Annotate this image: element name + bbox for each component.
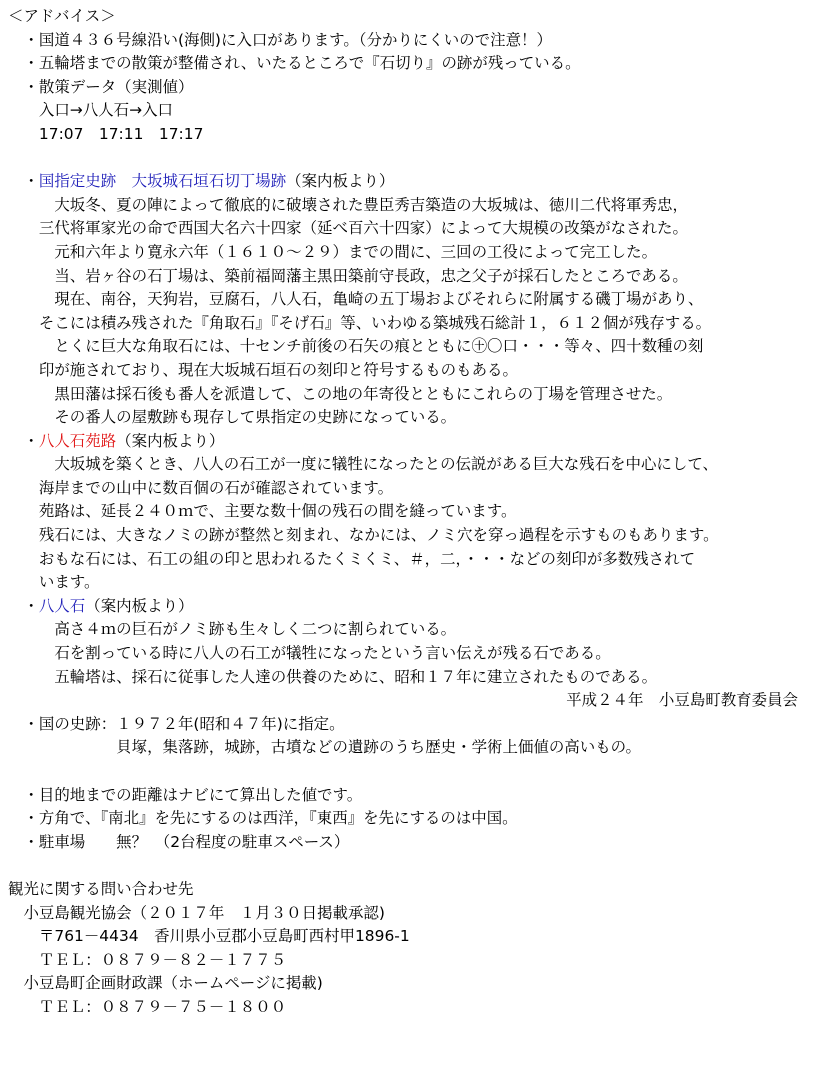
- path-text-line: 海岸までの山中に数百個の石が確認されています。: [8, 478, 394, 497]
- section-source: （案内板より）: [85, 596, 194, 615]
- note-parking: ・駐車場 無？ （2台程度の駐車スペース）: [8, 832, 350, 851]
- section-heading-path: [8, 430, 818, 454]
- section-source: （案内板より）: [116, 431, 225, 450]
- quarry-text-line: とくに巨大な角取石には、十センチ前後の石矢の痕とともに㊉〇口・・・等々、四十数種の刻: [8, 337, 704, 356]
- path-text-line: 苑路は、延長２４０ｍで、主要な数十個の残石の間を縫っています。: [8, 502, 517, 521]
- contact-address: 〒761－4434 香川県小豆郡小豆島町西村甲1896-1: [8, 927, 410, 946]
- advice-header: ＜アドバイス＞: [8, 7, 116, 25]
- section-heading-quarry: [8, 170, 818, 194]
- path-text-line: 大坂城を築くとき、八人の石工が一度に犠牲になったとの伝説がある巨大な残石を中心にして、: [8, 455, 718, 474]
- document-body: [8, 5, 818, 1020]
- path-text-line: 残石には、大きなノミの跡が整然と刻まれ、なかには、ノミ穴を穿っ過程を示すものもあります。: [8, 526, 719, 545]
- bullet-walkway: ・五輪塔までの散策が整備され、いたるところで『石切り』の跡が残っている。: [8, 54, 581, 73]
- quarry-text-line: 三代将軍家光の命で西国大名六十四家（延べ百六十四家）によって大規模の改築がなされた。: [8, 219, 688, 238]
- quarry-text-line: その番人の屋敷跡も現存して県指定の史跡になっている。: [8, 408, 457, 427]
- note-distance: ・目的地までの距離はナビにて算出した値です。: [8, 785, 363, 804]
- contact-header: 観光に関する問い合わせ先: [8, 879, 194, 898]
- contact-org-tourism: 小豆島観光協会（２０１７年 １月３０日掲載承認): [8, 903, 385, 922]
- section-title-stone: 八人石: [38, 596, 86, 615]
- quarry-text-line: 現在、南谷，天狗岩，豆腐石，八人石，亀崎の五丁場およびそれらに附属する磯丁場があり、: [8, 290, 704, 309]
- stone-text-line: 石を割っている時に八人の石工が犠牲になったという言い伝えが残る石である。: [8, 644, 611, 663]
- walk-route: 入口→八人石→入口: [8, 101, 173, 120]
- national-site-definition: 貝塚，集落跡，城跡，古墳などの遺跡のうち歴史・学術上価値の高いもの。: [8, 738, 641, 757]
- path-text-line: います。: [8, 573, 100, 592]
- spacer: [8, 854, 818, 878]
- bullet-marker: ・: [8, 596, 39, 615]
- spacer: [8, 760, 818, 784]
- section-heading-stone: [8, 595, 818, 619]
- quarry-text-line: 印が施されており、現在大坂城石垣石の刻印と符号するものもある。: [8, 360, 518, 379]
- path-text-line: おもな石には、石工の組の印と思われるたくミくミ、＃，二，・・・などの刻印が多数残されて: [8, 549, 696, 568]
- stone-text-line: 五輪塔は、採石に従事した人達の供養のために、昭和１７年に建立されたものである。: [8, 667, 658, 686]
- spacer: [8, 147, 818, 171]
- quarry-text-line: 当、岩ヶ谷の石丁場は、築前福岡藩主黒田築前守長政，忠之父子が採石したところである。: [8, 266, 688, 285]
- contact-tel-tourism: ＴＥＬ：０８７９－８２－１７７５: [8, 950, 287, 969]
- bullet-walk-data: ・散策データ（実測値）: [8, 77, 194, 96]
- contact-org-town: 小豆島町企画財政課（ホームページに掲載): [8, 974, 323, 993]
- section-source: （案内板より）: [286, 172, 395, 191]
- quarry-text-line: 大坂冬、夏の陣によって徹底的に破壊された豊臣秀吉築造の大坂城は、徳川二代将軍秀忠，: [8, 195, 688, 214]
- quarry-text-line: 元和六年より寛永六年（１６１０～２９）までの間に、三回の工役によって完工した。: [8, 242, 658, 261]
- section-title-path: 八人石苑路: [38, 431, 117, 450]
- quarry-text-line: そこには積み残された『角取石』『そげ石』等、いわゆる築城残石総計１，６１２個が残存する。: [8, 313, 712, 332]
- section-title-quarry: 国指定史跡 大坂城石垣石切丁場跡: [38, 172, 287, 191]
- national-site: ・国の史跡：１９７２年(昭和４７年)に指定。: [8, 714, 345, 733]
- walk-times: 17:07 17:11 17:17: [8, 124, 204, 143]
- quarry-text-line: 黒田藩は採石後も番人を派遣して、この地の年寄役とともにこれらの丁場を管理させた。: [8, 384, 673, 403]
- note-direction: ・方角で、『南北』を先にするのは西洋，『東西』を先にするのは中国。: [8, 809, 518, 828]
- bullet-marker: ・: [8, 431, 39, 450]
- contact-tel-town: ＴＥＬ：０８７９－７５－１８００: [8, 997, 287, 1016]
- bullet-entrance: ・国道４３６号線沿い(海側)に入口があります。（分かりにくいので注意！）: [8, 30, 552, 49]
- stone-text-line: 高さ４ｍの巨石がノミ跡も生々しく二つに割られている。: [8, 620, 457, 639]
- bullet-marker: ・: [8, 172, 39, 191]
- signature: 平成２４年 小豆島町教育委員会: [566, 691, 798, 710]
